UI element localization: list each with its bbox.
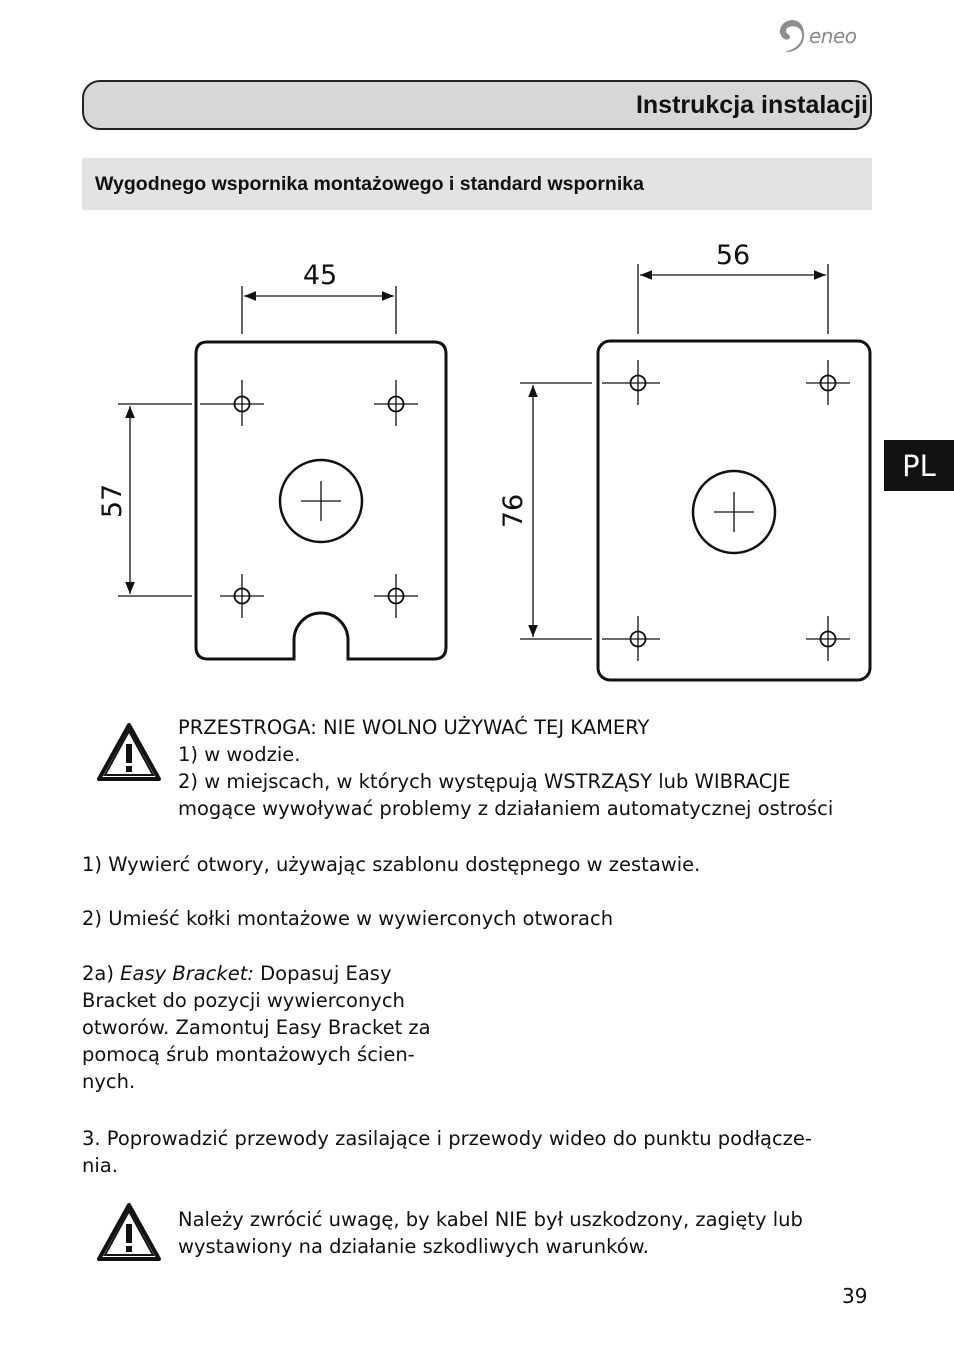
step-2a-line: otworów. Zamontuj Easy Bracket za xyxy=(82,1016,431,1039)
step-2a-prefix: 2a) xyxy=(82,962,121,985)
eneo-logo-text: eneo xyxy=(809,24,857,48)
warning-triangle-icon xyxy=(96,1202,162,1262)
step-3-line: 3. Poprowadzić przewody zasilające i przewody wideo do punktu podłącze- xyxy=(82,1127,812,1150)
step-2a-line: pomocą śrub montażowych ścien- xyxy=(82,1043,415,1066)
warning-triangle-icon xyxy=(96,722,162,782)
step-2a-rest: Dopasuj Easy xyxy=(253,962,392,985)
step-3-line: nia. xyxy=(82,1154,118,1177)
right-height-label: 76 xyxy=(498,493,529,529)
step-3 xyxy=(82,1125,812,1179)
left-dimension-lines xyxy=(118,286,396,596)
caution-line: PRZESTROGA: NIE WOLNO UŻYWAĆ TEJ KAMERY xyxy=(178,716,650,739)
step-2a-italic: Easy Bracket: xyxy=(120,962,254,985)
page-title: Instrukcja instalacji xyxy=(635,90,868,119)
left-bracket-plate xyxy=(196,342,446,659)
section-title: Wygodnego wspornika montażowego i standard wspornika xyxy=(95,172,644,195)
caution-line: 1) w wodzie. xyxy=(178,743,301,766)
note-line: wystawiony na działanie szkodliwych warunków. xyxy=(178,1235,650,1258)
note-text xyxy=(178,1206,803,1260)
language-tab: PL xyxy=(884,440,954,491)
step-2a-line xyxy=(82,960,431,987)
caution-line: mogące wywoływać problemy z działaniem automatycznej ostrości xyxy=(178,797,834,820)
left-width-label: 45 xyxy=(302,260,338,291)
step-2: 2) Umieść kołki montażowe w wywierconych otworach xyxy=(82,907,614,930)
left-height-label: 57 xyxy=(97,483,128,519)
step-2a-line: Bracket do pozycji wywierconych xyxy=(82,989,405,1012)
right-width-label: 56 xyxy=(715,240,751,271)
caution-text xyxy=(178,714,833,822)
right-dimension-lines xyxy=(520,264,828,639)
left-mounting-holes xyxy=(200,380,418,618)
page-number: 39 xyxy=(842,1284,868,1308)
step-2a xyxy=(82,960,431,1095)
right-bracket-plate xyxy=(598,341,870,680)
caution-line: 2) w miejscach, w których występują WSTRZĄSY lub WIBRACJE xyxy=(178,770,791,793)
step-2a-line: nych. xyxy=(82,1070,136,1093)
note-line: Należy zwrócić uwagę, by kabel NIE był uszkodzony, zagięty lub xyxy=(178,1208,803,1231)
step-1: 1) Wywierć otwory, używając szablonu dostępnego w zestawie. xyxy=(82,853,701,876)
right-mounting-holes xyxy=(602,360,850,661)
